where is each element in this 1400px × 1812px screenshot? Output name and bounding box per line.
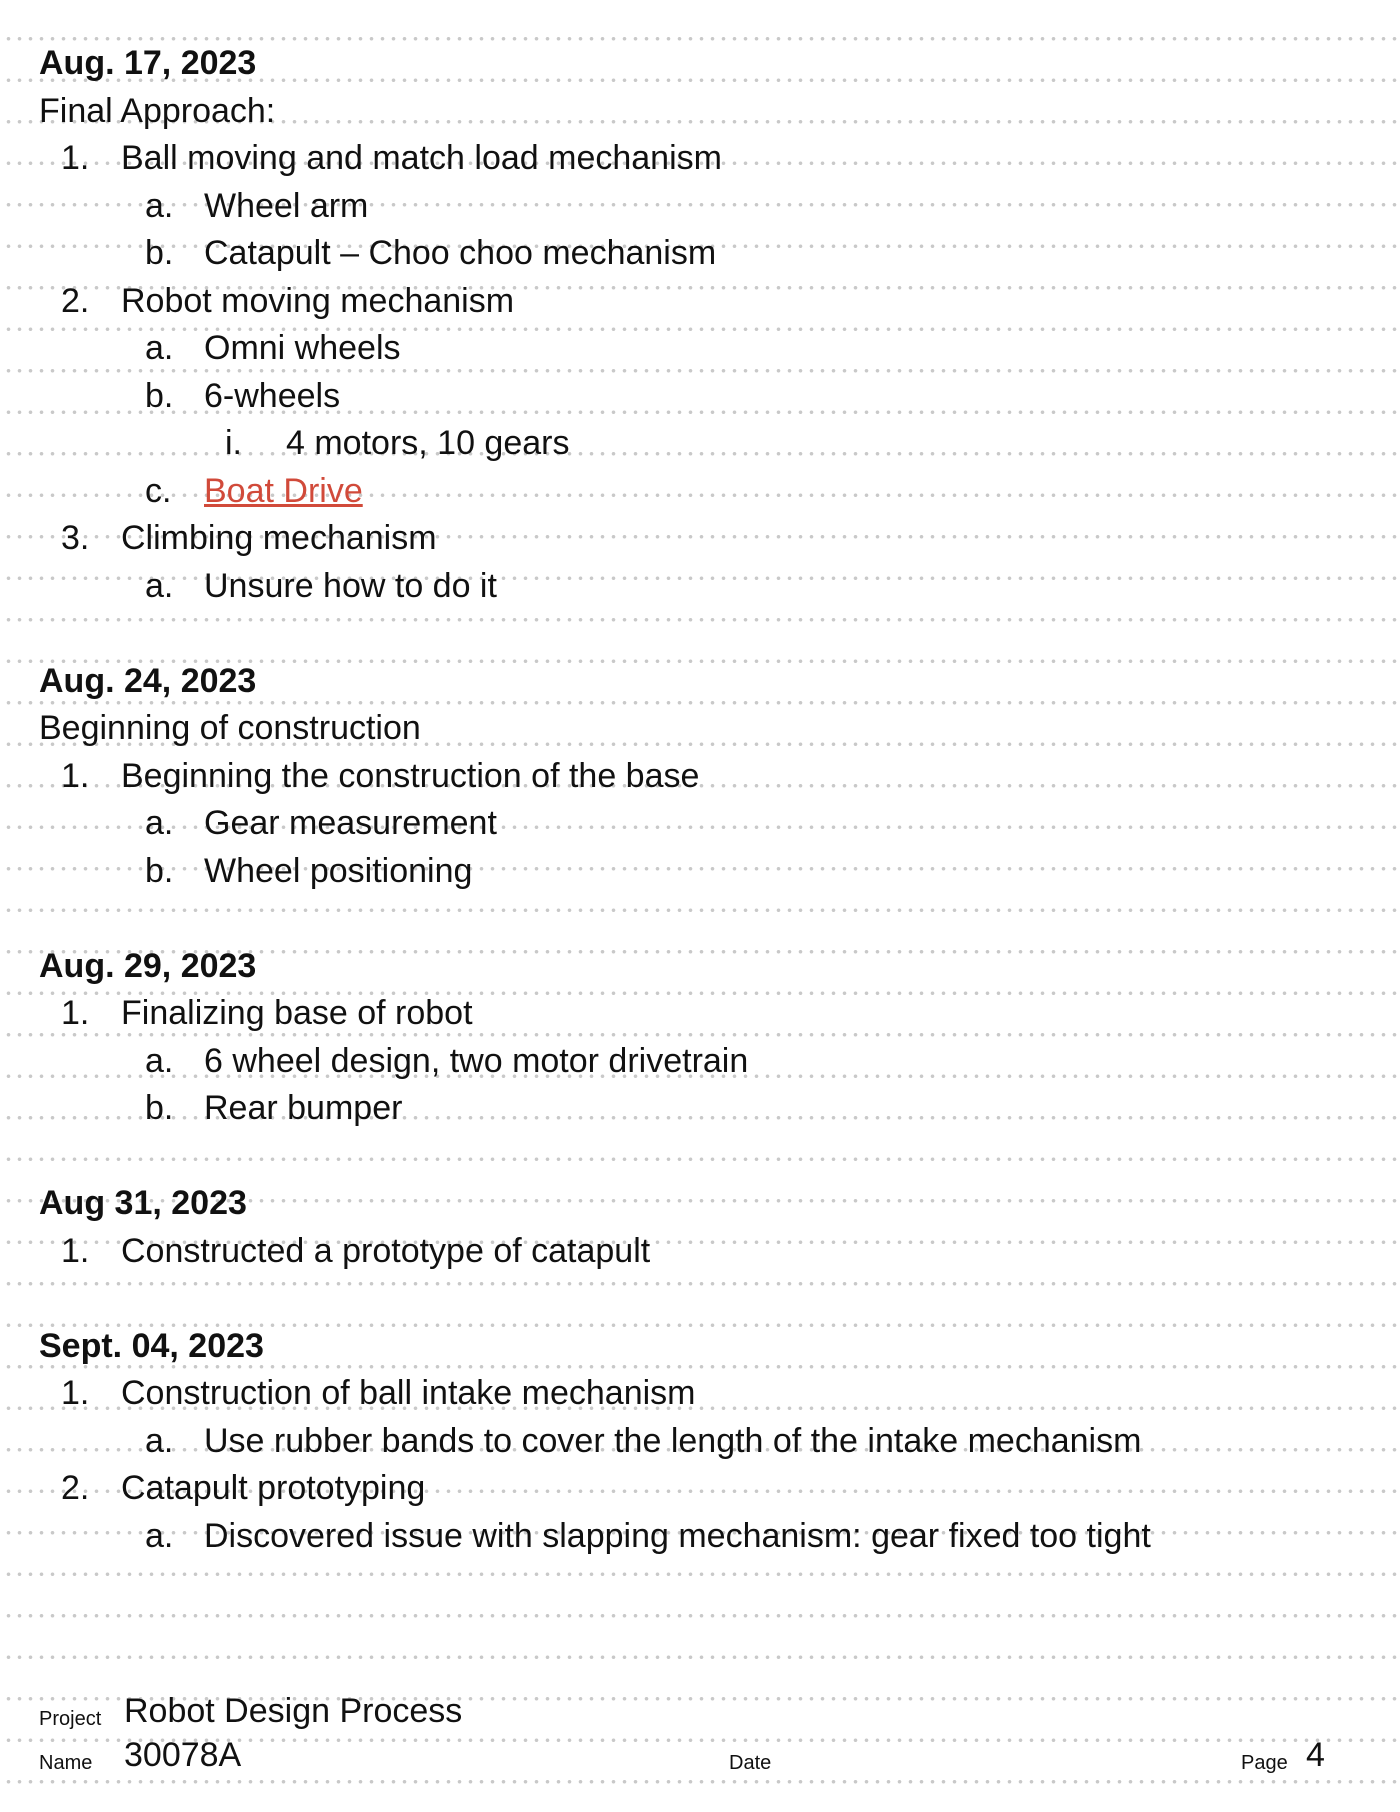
- list-item-text: Wheel arm: [204, 186, 369, 225]
- list-item: [39, 135, 1359, 183]
- list-item: [39, 420, 1359, 468]
- list-item: [39, 515, 1359, 563]
- list-item: [39, 563, 1359, 611]
- entry-date: Sept. 04, 2023: [39, 1326, 264, 1365]
- list-marker: a.: [145, 566, 174, 605]
- project-label: Project: [39, 1708, 102, 1730]
- list-item-text: Robot moving mechanism: [121, 281, 515, 320]
- list-marker: 2.: [61, 1469, 90, 1507]
- list-marker: a.: [145, 1041, 174, 1080]
- notebook-entries: [39, 40, 1359, 1560]
- list-item-text: Ball moving and match load mechanism: [121, 139, 722, 177]
- list-marker: 1.: [61, 994, 90, 1032]
- list-item-text: Wheel positioning: [204, 851, 473, 890]
- list-marker: a.: [145, 1421, 174, 1460]
- list-item-text: Catapult – Choo choo mechanism: [204, 234, 717, 272]
- list-item: [39, 1418, 1359, 1466]
- list-item-text: 6 wheel design, two motor drivetrain: [204, 1041, 749, 1080]
- list-marker: 2.: [61, 281, 90, 320]
- entry-spacer: [39, 610, 1359, 658]
- list-item-text: Unsure how to do it: [204, 566, 497, 605]
- list-item-text: Climbing mechanism: [121, 519, 437, 557]
- list-item: [39, 373, 1359, 421]
- entry-subtitle: Final Approach:: [39, 91, 276, 130]
- list-item-text: 6-wheels: [204, 376, 341, 415]
- list-marker: 1.: [61, 756, 90, 795]
- notebook-entry: [39, 40, 1359, 610]
- list-item-text: Construction of ball intake mechanism: [121, 1374, 696, 1412]
- list-item: [39, 1085, 1359, 1133]
- entry-date: Aug. 17, 2023: [39, 44, 257, 82]
- list-marker: b.: [145, 376, 174, 415]
- list-item: [39, 990, 1359, 1038]
- project-value: Robot Design Process: [124, 1692, 463, 1730]
- list-item: [39, 1513, 1359, 1561]
- list-item-text: Finalizing base of robot: [121, 994, 473, 1032]
- date-label: Date: [729, 1752, 772, 1774]
- list-marker: 1.: [61, 1374, 90, 1412]
- list-item-text: Discovered issue with slapping mechanism: gear fixed too tight: [204, 1516, 1151, 1555]
- notebook-entry: [39, 1323, 1359, 1561]
- list-marker: 1.: [61, 139, 90, 177]
- list-item-text: Omni wheels: [204, 329, 401, 367]
- entry-subtitle: Beginning of construction: [39, 709, 421, 747]
- list-item-link[interactable]: Boat Drive: [204, 471, 363, 510]
- list-item: [39, 848, 1359, 896]
- list-item: [39, 1465, 1359, 1513]
- list-item: [39, 800, 1359, 848]
- list-marker: b.: [145, 1089, 174, 1127]
- entry-spacer: [39, 1275, 1359, 1323]
- list-item[interactable]: [39, 468, 1359, 516]
- list-item-text: Use rubber bands to cover the length of the intake mechanism: [204, 1421, 1142, 1460]
- name-value: 30078A: [124, 1736, 242, 1774]
- list-marker: a.: [145, 804, 174, 842]
- list-marker: 1.: [61, 1231, 90, 1270]
- list-marker: c.: [145, 471, 172, 510]
- list-item-text: Catapult prototyping: [121, 1469, 426, 1507]
- list-item: [39, 325, 1359, 373]
- list-item: [39, 753, 1359, 801]
- entry-date: Aug. 29, 2023: [39, 946, 257, 985]
- list-item-text: 4 motors, 10 gears: [286, 424, 570, 462]
- list-item-text: Gear measurement: [204, 804, 497, 842]
- list-marker: 3.: [61, 519, 90, 557]
- name-label: Name: [39, 1752, 93, 1774]
- list-marker: b.: [145, 234, 174, 272]
- list-item: [39, 230, 1359, 278]
- list-marker: a.: [145, 186, 174, 225]
- entry-spacer: [39, 895, 1359, 943]
- list-item: [39, 1038, 1359, 1086]
- page-number: 4: [1306, 1736, 1325, 1774]
- entry-date: Aug. 24, 2023: [39, 661, 257, 700]
- notebook-entry: [39, 1180, 1359, 1275]
- entry-date: Aug 31, 2023: [39, 1184, 247, 1222]
- notebook-entry: [39, 658, 1359, 896]
- list-marker: b.: [145, 851, 174, 890]
- list-item: [39, 183, 1359, 231]
- list-item-text: Constructed a prototype of catapult: [121, 1231, 651, 1270]
- list-item-text: Beginning the construction of the base: [121, 756, 700, 795]
- list-item-text: Rear bumper: [204, 1089, 403, 1127]
- entry-spacer: [39, 1133, 1359, 1181]
- page-footer: [39, 1690, 1359, 1790]
- page-label: Page: [1241, 1752, 1288, 1774]
- list-item: [39, 1370, 1359, 1418]
- list-marker: a.: [145, 1516, 174, 1555]
- list-item: [39, 278, 1359, 326]
- list-item: [39, 1228, 1359, 1276]
- list-marker: a.: [145, 329, 174, 367]
- notebook-entry: [39, 943, 1359, 1133]
- list-marker: i.: [225, 424, 242, 462]
